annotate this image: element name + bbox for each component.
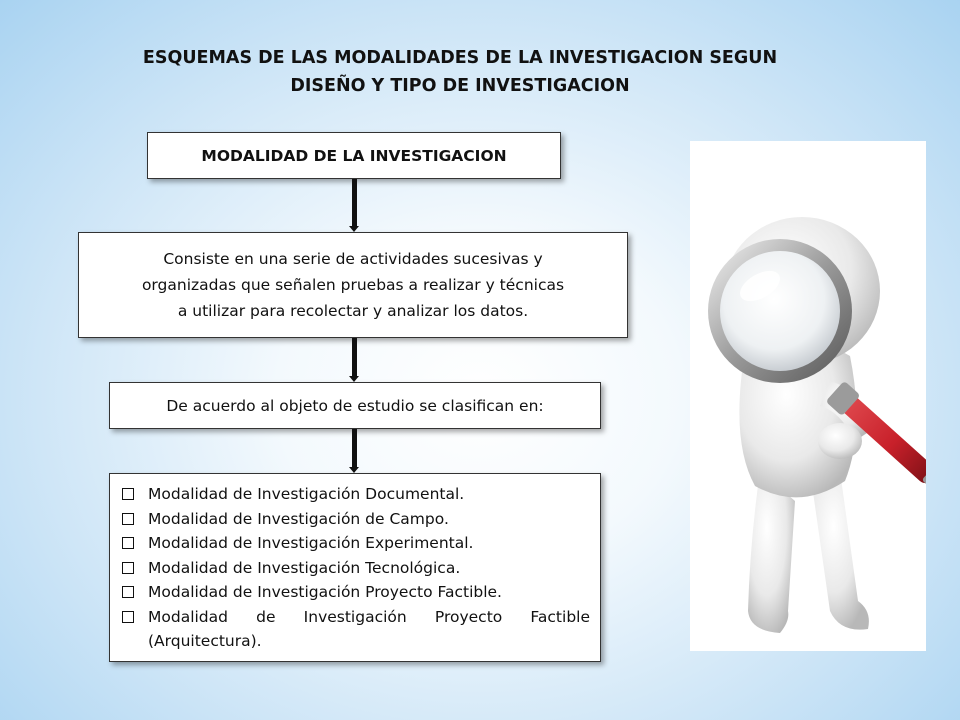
classification-box xyxy=(109,382,601,429)
page-title xyxy=(100,44,820,100)
square-bullet-icon xyxy=(122,488,134,500)
list-item xyxy=(122,580,590,605)
square-bullet-icon xyxy=(122,513,134,525)
page-title-line-2: DISEÑO Y TIPO DE INVESTIGACION xyxy=(290,76,630,96)
list-item-text: Modalidad de Investigación Proyecto Factible. xyxy=(148,583,502,601)
list-item xyxy=(122,531,590,556)
definition-box xyxy=(78,232,628,338)
magnifier-lens xyxy=(720,251,840,371)
square-bullet-icon xyxy=(122,537,134,549)
connector-line-3 xyxy=(352,429,357,467)
figure-hand xyxy=(818,423,862,459)
square-bullet-icon xyxy=(122,611,134,623)
modality-box xyxy=(147,132,561,179)
list-item xyxy=(122,605,590,630)
list-item xyxy=(122,507,590,532)
classification-box-label: De acuerdo al objeto de estudio se clasifican en: xyxy=(166,396,544,415)
modality-box-label: MODALIDAD DE LA INVESTIGACION xyxy=(201,146,507,165)
definition-line-3: a utilizar para recolectar y analizar los datos. xyxy=(177,302,529,320)
connector-line-1 xyxy=(352,179,357,226)
list-item xyxy=(122,482,590,507)
modalities-list-box xyxy=(109,473,601,662)
connector-line-2 xyxy=(352,338,357,376)
list-item-text: Modalidad de Investigación Tecnológica. xyxy=(148,558,461,577)
square-bullet-icon xyxy=(122,562,134,574)
figure-leg-right xyxy=(810,471,869,630)
definition-line-1: Consiste en una serie de actividades sucesivas y xyxy=(163,250,543,268)
list-item-text: Modalidad de Investigación de Campo. xyxy=(148,509,449,528)
page-title-line-1: ESQUEMAS DE LAS MODALIDADES DE LA INVESTIGACION SEGUN xyxy=(142,48,778,68)
list-item-continuation: (Arquitectura). xyxy=(148,632,262,650)
figure-with-magnifying-glass-icon xyxy=(690,141,926,651)
list-item xyxy=(122,556,590,581)
list-item-text: Modalidad de Investigación Experimental. xyxy=(148,534,474,552)
illustration-panel xyxy=(690,141,926,651)
list-item-text: Modalidad de Investigación Proyecto Factible xyxy=(148,607,590,626)
list-item-text: Modalidad de Investigación Documental. xyxy=(148,485,465,503)
definition-line-2: organizadas que señalen pruebas a realizar y técnicas xyxy=(141,276,565,294)
square-bullet-icon xyxy=(122,586,134,598)
